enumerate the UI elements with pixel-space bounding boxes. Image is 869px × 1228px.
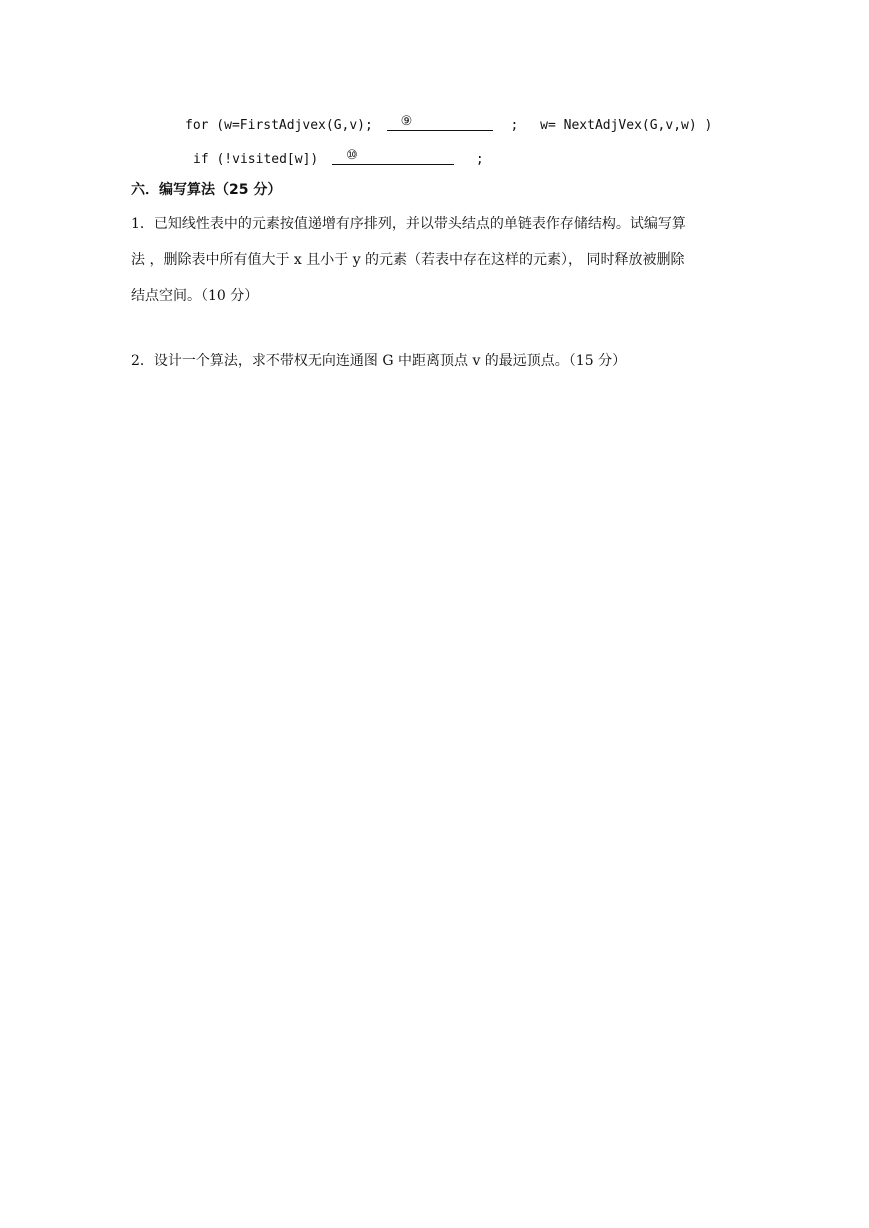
question-1-line-3: 结点空间。（10 分） bbox=[131, 288, 259, 304]
question-1-line-1: 1．已知线性表中的元素按值递增有序排列，并以带头结点的单链表作存储结构。试编写算 bbox=[131, 216, 686, 232]
code-if-suffix: ; bbox=[475, 152, 484, 167]
question-1-line-2: 法 ，删除表中所有值大于 x 且小于 y 的元素（若表中存在这样的元素）， 同时释放被删除 bbox=[131, 252, 685, 268]
code-for-separator: ; bbox=[510, 118, 519, 133]
question-2: 2．设计一个算法，求不带权无向连通图 G 中距离顶点 v 的最远顶点。（15 分） bbox=[131, 353, 627, 369]
code-if-prefix: if (!visited[w]) bbox=[193, 152, 319, 167]
question-1 bbox=[131, 206, 741, 314]
fill-blank-9 bbox=[387, 114, 493, 131]
code-line-if bbox=[193, 146, 484, 170]
code-line-for bbox=[185, 112, 712, 136]
code-for-prefix: for (w=FirstAdjvex(G,v); bbox=[185, 118, 373, 133]
fill-blank-10 bbox=[332, 148, 454, 165]
blank-number-9: ⑨ bbox=[400, 114, 413, 129]
section-heading: 六．编写算法（25 分） bbox=[131, 182, 282, 198]
blank-number-10: ⑩ bbox=[346, 148, 358, 163]
code-for-suffix: w= NextAdjVex(G,v,w) ) bbox=[540, 118, 713, 133]
